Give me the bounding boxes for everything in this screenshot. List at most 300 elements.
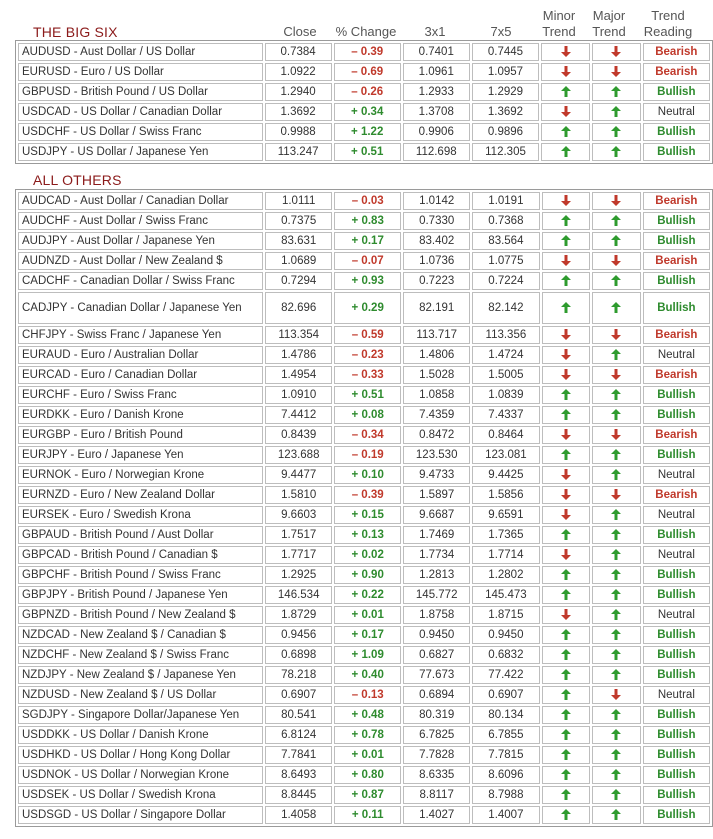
major-trend-cell [592,726,641,744]
change-value: + 0.51 [334,386,401,404]
table-row [18,232,710,250]
major-trend-cell [592,326,641,344]
avg-7x5-value: 1.5856 [472,486,539,504]
header-reading-line1: Trend [651,8,685,23]
change-value: – 0.13 [334,686,401,704]
up-arrow-icon [611,275,621,286]
down-arrow-icon [561,66,571,77]
avg-3x1-value: 80.319 [403,706,470,724]
change-value: + 0.34 [334,103,401,121]
table-row [18,123,710,141]
major-trend-cell [592,666,641,684]
minor-trend-cell [542,786,591,804]
avg-3x1-value: 83.402 [403,232,470,250]
up-arrow-icon [611,529,621,540]
change-value: + 0.87 [334,786,401,804]
up-arrow-icon [611,609,621,620]
up-arrow-icon [561,749,571,760]
table-row [18,252,710,270]
up-arrow-icon [611,146,621,157]
avg-7x5-value: 1.0839 [472,386,539,404]
avg-3x1-value: 7.7828 [403,746,470,764]
pair-name: GBPJPY - British Pound / Japanese Yen [18,586,263,604]
major-trend-cell [592,706,641,724]
minor-trend-cell [542,212,591,230]
major-trend-cell [592,766,641,784]
pair-name: NZDJPY - New Zealand $ / Japanese Yen [18,666,263,684]
table-row [18,466,710,484]
down-arrow-icon [561,549,571,560]
table-row [18,426,710,444]
avg-3x1-value: 1.7469 [403,526,470,544]
table-row [18,292,710,324]
down-arrow-icon [611,489,621,500]
change-value: + 0.13 [334,526,401,544]
trend-reading: Bullish [643,83,710,101]
avg-3x1-value: 77.673 [403,666,470,684]
close-value: 0.7294 [265,272,332,290]
pair-name: CADCHF - Canadian Dollar / Swiss Franc [18,272,263,290]
change-value: + 0.48 [334,706,401,724]
avg-3x1-value: 0.6894 [403,686,470,704]
avg-7x5-value: 7.4337 [472,406,539,424]
table-row [18,666,710,684]
minor-trend-cell [542,346,591,364]
close-value: 0.9988 [265,123,332,141]
major-trend-cell [592,486,641,504]
close-value: 1.7517 [265,526,332,544]
minor-trend-cell [542,292,591,324]
close-value: 1.5810 [265,486,332,504]
change-value: + 0.83 [334,212,401,230]
header-trend-reading [634,8,702,40]
avg-7x5-value: 1.8715 [472,606,539,624]
down-arrow-icon [561,489,571,500]
close-value: 1.4786 [265,346,332,364]
trend-reading: Bearish [643,326,710,344]
close-value: 1.0910 [265,386,332,404]
minor-trend-cell [542,626,591,644]
major-trend-cell [592,466,641,484]
avg-7x5-value: 1.3692 [472,103,539,121]
close-value: 9.6603 [265,506,332,524]
major-trend-cell [592,346,641,364]
avg-3x1-value: 1.0961 [403,63,470,81]
header-minor-trend [535,8,583,40]
section-title-big-six: THE BIG SIX [33,24,118,40]
up-arrow-icon [611,809,621,820]
close-value: 0.8439 [265,426,332,444]
table-row [18,143,710,161]
table-row [18,546,710,564]
minor-trend-cell [541,43,590,61]
major-trend-cell [592,746,641,764]
change-value: – 0.07 [334,252,401,270]
table-row [18,63,710,81]
down-arrow-icon [611,255,621,266]
avg-7x5-value: 0.9896 [472,123,539,141]
major-trend-cell [592,252,641,270]
up-arrow-icon [611,729,621,740]
major-trend-cell [592,386,641,404]
avg-7x5-value: 1.4724 [472,346,539,364]
table-row [18,446,710,464]
up-arrow-icon [561,689,571,700]
major-trend-cell [592,232,641,250]
minor-trend-cell [542,506,591,524]
close-value: 1.2940 [265,83,332,101]
up-arrow-icon [611,349,621,360]
minor-trend-cell [542,406,591,424]
major-trend-cell [592,292,641,324]
up-arrow-icon [561,729,571,740]
table-row [18,192,710,210]
avg-3x1-value: 1.3708 [403,103,470,121]
close-value: 0.6907 [265,686,332,704]
minor-trend-cell [542,666,591,684]
avg-3x1-value: 8.8117 [403,786,470,804]
change-value: + 0.17 [334,232,401,250]
change-value: + 0.02 [334,546,401,564]
avg-7x5-value: 112.305 [472,143,539,161]
major-trend-cell [592,406,641,424]
trend-reading: Bullish [643,786,710,804]
up-arrow-icon [611,509,621,520]
header-major-line2: Trend [592,24,626,39]
close-value: 8.8445 [265,786,332,804]
up-arrow-icon [561,275,571,286]
change-value: – 0.19 [334,446,401,464]
up-arrow-icon [611,669,621,680]
pair-name: AUDJPY - Aust Dollar / Japanese Yen [18,232,263,250]
trend-reading: Bullish [643,746,710,764]
pair-name: USDSEK - US Dollar / Swedish Krona [18,786,263,804]
minor-trend-cell [542,192,591,210]
avg-7x5-value: 77.422 [472,666,539,684]
trend-reading: Neutral [643,606,710,624]
avg-7x5-value: 0.6907 [472,686,539,704]
up-arrow-icon [611,409,621,420]
up-arrow-icon [611,649,621,660]
minor-trend-cell [542,446,591,464]
major-trend-cell [592,192,641,210]
down-arrow-icon [611,46,621,57]
header-major-line1: Major [592,8,626,23]
down-arrow-icon [561,429,571,440]
table-row [18,506,710,524]
trend-reading: Neutral [643,346,710,364]
minor-trend-cell [542,586,591,604]
avg-7x5-value: 1.7714 [472,546,539,564]
change-value: + 0.15 [334,506,401,524]
up-arrow-icon [611,126,621,137]
change-value: + 1.22 [334,123,401,141]
up-arrow-icon [611,449,621,460]
minor-trend-cell [542,806,591,824]
up-arrow-icon [611,789,621,800]
minor-trend-cell [542,466,591,484]
trend-reading: Bullish [643,446,710,464]
avg-3x1-value: 1.8758 [403,606,470,624]
avg-7x5-value: 8.7988 [472,786,539,804]
trend-reading: Bearish [643,426,710,444]
up-arrow-icon [611,302,621,313]
avg-3x1-value: 1.2933 [403,83,470,101]
avg-7x5-value: 145.473 [472,586,539,604]
close-value: 0.6898 [265,646,332,664]
change-value: + 0.78 [334,726,401,744]
column-header [0,0,713,40]
close-value: 0.7384 [265,43,332,61]
pair-name: CHFJPY - Swiss Franc / Japanese Yen [18,326,263,344]
table-row [18,103,710,121]
close-value: 1.8729 [265,606,332,624]
table-row [18,406,710,424]
change-value: + 0.90 [334,566,401,584]
change-value: + 0.29 [334,292,401,324]
close-value: 1.4058 [265,806,332,824]
avg-7x5-value: 113.356 [472,326,539,344]
trend-reading: Bullish [643,706,710,724]
pair-name: EURUSD - Euro / US Dollar [18,63,263,81]
minor-trend-cell [542,686,591,704]
trend-reading: Bullish [643,272,710,290]
change-value: + 0.01 [334,606,401,624]
change-value: – 0.59 [334,326,401,344]
pair-name: SGDJPY - Singapore Dollar/Japanese Yen [18,706,263,724]
pair-name: GBPUSD - British Pound / US Dollar [18,83,263,101]
major-trend-cell [592,646,641,664]
down-arrow-icon [611,369,621,380]
trend-reading: Bearish [643,43,710,61]
trend-reading: Bullish [643,666,710,684]
close-value: 1.4954 [265,366,332,384]
minor-trend-cell [542,386,591,404]
header-change: % Change [335,24,397,39]
major-trend-cell [592,586,641,604]
close-value: 0.9456 [265,626,332,644]
trend-reading: Neutral [643,103,710,121]
avg-3x1-value: 1.0142 [403,192,470,210]
change-value: – 0.33 [334,366,401,384]
down-arrow-icon [561,349,571,360]
major-trend-cell [592,63,641,81]
header-reading-line2: Reading [643,24,693,39]
up-arrow-icon [561,649,571,660]
pair-name: USDHKD - US Dollar / Hong Kong Dollar [18,746,263,764]
minor-trend-cell [542,746,591,764]
change-value: + 0.80 [334,766,401,784]
avg-7x5-value: 0.8464 [472,426,539,444]
minor-trend-cell [542,366,591,384]
major-trend-cell [592,123,641,141]
up-arrow-icon [611,86,621,97]
table-row [18,212,710,230]
avg-7x5-value: 0.7224 [472,272,539,290]
table-row [18,706,710,724]
change-value: + 1.09 [334,646,401,664]
major-trend-cell [592,806,641,824]
up-arrow-icon [611,549,621,560]
trend-reading: Bullish [643,726,710,744]
pair-name: USDCAD - US Dollar / Canadian Dollar [18,103,263,121]
close-value: 146.534 [265,586,332,604]
change-value: – 0.23 [334,346,401,364]
table-row [18,272,710,290]
header-minor-line1: Minor [542,8,576,23]
avg-3x1-value: 9.6687 [403,506,470,524]
major-trend-cell [592,446,641,464]
avg-3x1-value: 0.7223 [403,272,470,290]
minor-trend-cell [542,646,591,664]
up-arrow-icon [611,749,621,760]
down-arrow-icon [611,195,621,206]
minor-trend-cell [542,766,591,784]
avg-7x5-value: 82.142 [472,292,539,324]
avg-7x5-value: 0.7445 [472,43,539,61]
table-row [18,686,710,704]
change-value: – 0.39 [334,486,401,504]
table-row [18,486,710,504]
pair-name: AUDCAD - Aust Dollar / Canadian Dollar [18,192,263,210]
avg-3x1-value: 1.5028 [403,366,470,384]
change-value: + 0.10 [334,466,401,484]
change-value: – 0.03 [334,192,401,210]
close-value: 0.7375 [265,212,332,230]
pair-name: GBPCHF - British Pound / Swiss Franc [18,566,263,584]
up-arrow-icon [611,106,621,117]
down-arrow-icon [561,46,571,57]
avg-3x1-value: 0.7401 [403,43,470,61]
avg-3x1-value: 0.6827 [403,646,470,664]
close-value: 6.8124 [265,726,332,744]
change-value: + 0.01 [334,746,401,764]
pair-name: EURCHF - Euro / Swiss Franc [18,386,263,404]
avg-7x5-value: 1.4007 [472,806,539,824]
avg-3x1-value: 1.4027 [403,806,470,824]
trend-reading: Bullish [643,646,710,664]
trend-reading: Bullish [643,806,710,824]
avg-3x1-value: 82.191 [403,292,470,324]
change-value: + 0.40 [334,666,401,684]
up-arrow-icon [561,809,571,820]
table-row [18,366,710,384]
minor-trend-cell [541,63,590,81]
avg-3x1-value: 1.4806 [403,346,470,364]
up-arrow-icon [561,86,571,97]
trend-reading: Neutral [643,686,710,704]
table-row [18,646,710,664]
table-row [18,786,710,804]
avg-7x5-value: 7.7815 [472,746,539,764]
trend-reading: Bullish [643,566,710,584]
header-3x1: 3x1 [424,24,446,39]
trend-reading: Bullish [643,386,710,404]
minor-trend-cell [541,143,590,161]
pair-name: USDSGD - US Dollar / Singapore Dollar [18,806,263,824]
avg-3x1-value: 8.6335 [403,766,470,784]
down-arrow-icon [561,369,571,380]
trend-reading: Neutral [643,546,710,564]
close-value: 1.0111 [265,192,332,210]
major-trend-cell [592,426,641,444]
pair-name: AUDCHF - Aust Dollar / Swiss Franc [18,212,263,230]
minor-trend-cell [542,546,591,564]
trend-reading: Bearish [643,366,710,384]
avg-3x1-value: 0.9906 [403,123,470,141]
change-value: + 0.93 [334,272,401,290]
table-row [18,806,710,824]
close-value: 1.3692 [265,103,332,121]
avg-7x5-value: 1.7365 [472,526,539,544]
avg-7x5-value: 1.2802 [472,566,539,584]
trend-reading: Bearish [643,252,710,270]
change-value: – 0.26 [334,83,401,101]
change-value: – 0.34 [334,426,401,444]
avg-7x5-value: 123.081 [472,446,539,464]
change-value: + 0.08 [334,406,401,424]
close-value: 82.696 [265,292,332,324]
pair-name: AUDNZD - Aust Dollar / New Zealand $ [18,252,263,270]
big-six-table [15,40,713,164]
pair-name: NZDCHF - New Zealand $ / Swiss Franc [18,646,263,664]
header-close: Close [283,24,317,39]
minor-trend-cell [542,566,591,584]
pair-name: EURDKK - Euro / Danish Krone [18,406,263,424]
down-arrow-icon [611,429,621,440]
avg-3x1-value: 112.698 [403,143,470,161]
avg-3x1-value: 145.772 [403,586,470,604]
up-arrow-icon [561,789,571,800]
major-trend-cell [592,506,641,524]
up-arrow-icon [561,302,571,313]
trend-reading: Neutral [643,506,710,524]
avg-7x5-value: 83.564 [472,232,539,250]
avg-7x5-value: 1.0775 [472,252,539,270]
down-arrow-icon [561,255,571,266]
major-trend-cell [592,103,641,121]
close-value: 1.7717 [265,546,332,564]
trend-reading: Bullish [643,526,710,544]
up-arrow-icon [611,235,621,246]
pair-name: USDJPY - US Dollar / Japanese Yen [18,143,263,161]
close-value: 80.541 [265,706,332,724]
trend-reading: Neutral [643,466,710,484]
avg-7x5-value: 6.7855 [472,726,539,744]
major-trend-cell [592,43,641,61]
up-arrow-icon [611,589,621,600]
up-arrow-icon [561,529,571,540]
avg-3x1-value: 1.7734 [403,546,470,564]
pair-name: USDDKK - US Dollar / Danish Krone [18,726,263,744]
close-value: 7.4412 [265,406,332,424]
close-value: 123.688 [265,446,332,464]
major-trend-cell [592,143,641,161]
close-value: 113.247 [265,143,332,161]
avg-3x1-value: 7.4359 [403,406,470,424]
up-arrow-icon [561,569,571,580]
close-value: 1.2925 [265,566,332,584]
major-trend-cell [592,546,641,564]
major-trend-cell [592,686,641,704]
major-trend-cell [592,366,641,384]
avg-7x5-value: 9.6591 [472,506,539,524]
close-value: 7.7841 [265,746,332,764]
trend-reading: Bullish [643,123,710,141]
change-value: – 0.69 [334,63,401,81]
header-7x5: 7x5 [490,24,512,39]
major-trend-cell [592,786,641,804]
